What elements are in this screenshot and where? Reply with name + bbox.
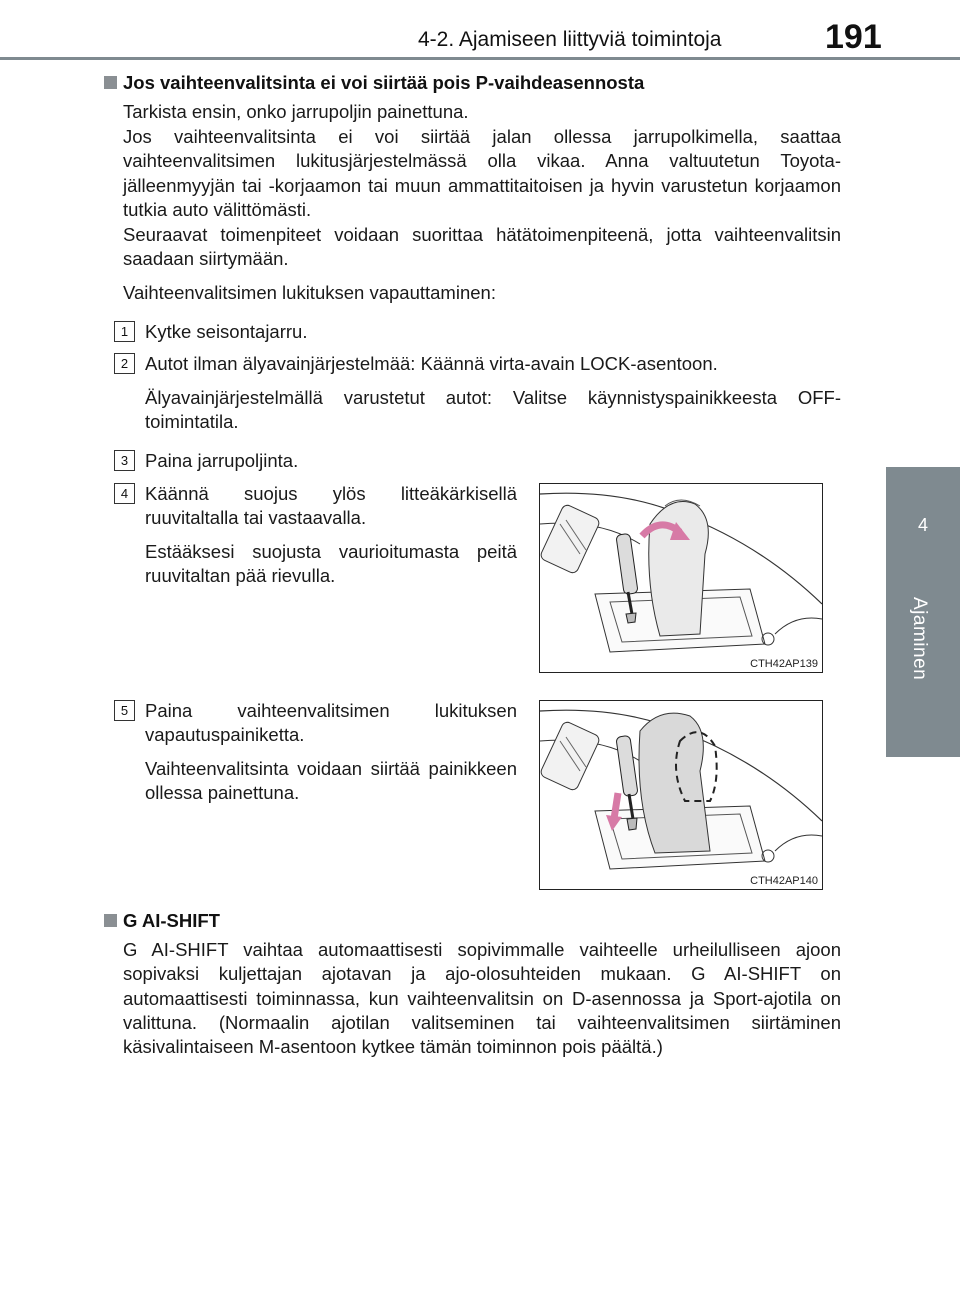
paragraph-release-intro: Vaihteenvalitsimen lukituksen vapauttaminen: (123, 282, 496, 303)
step-1-text: Kytke seisontajarru. (145, 321, 308, 342)
step-number-5: 5 (114, 700, 135, 721)
step-4-extra: Estääksesi suojusta vaurioitumasta peitä ruuvitaltan pää rievulla. (145, 541, 517, 587)
step-4-text: Käännä suojus ylös litteäkärkisellä ruuvitaltalla tai vastaavalla. (145, 483, 517, 529)
paragraph-ai-shift: G AI-SHIFT vaihtaa automaattisesti sopivimmalle vaihteelle urheilulliseen ajoon sopivaksi kuljettajan ajotavan ja ajo-olosuhteiden mukaan. G AI-SHIFT on automaattisesti toiminnassa, kun vaihteenvalitsin on D-asennossa ja Sport-ajotila on valittuna. (Normaalin ajotilan valitseminen tai vaihteenvalitsimen siirtäminen käsivalintaiseen M-asentoon kytkee tämän toiminnon pois päältä.) (123, 939, 841, 1058)
chapter-title: Ajaminen (909, 597, 930, 681)
figure-shift-cover (539, 483, 823, 673)
chapter-tab (886, 467, 960, 757)
figure-code: CTH42AP139 (750, 658, 818, 670)
section-heading: G AI-SHIFT (104, 910, 220, 932)
step-5-text: Paina vaihteenvalitsimen lukituksen vapautuspainiketta. (145, 700, 517, 746)
chapter-number: 4 (917, 515, 928, 535)
paragraph-emergency: Seuraavat toimenpiteet voidaan suorittaa hätätoimenpiteenä, jotta vaihteenvalitsin saadaan siirtymään. (123, 224, 841, 270)
release-button-illustration (540, 701, 822, 889)
step-2-extra: Älyavainjärjestelmällä varustetut autot: Valitse käynnistyspainikkeesta OFF-toimintatila. (145, 387, 841, 433)
page-header (0, 0, 960, 60)
page-number: 191 (825, 18, 882, 56)
step-number-3: 3 (114, 450, 135, 471)
figure-release-button (539, 700, 823, 890)
header-divider (0, 57, 960, 60)
step-2-text: Autot ilman älyavainjärjestelmää: Käännä virta-avain LOCK-asentoon. (145, 353, 718, 374)
square-bullet-icon (104, 76, 117, 89)
section-heading: Jos vaihteenvalitsinta ei voi siirtää pois P-vaihdeasennosta (104, 72, 644, 94)
shifter-cover-illustration (540, 484, 822, 672)
step-5-extra: Vaihteenvalitsinta voidaan siirtää painikkeen ollessa painettuna. (145, 758, 517, 804)
step-3-text: Paina jarrupoljinta. (145, 450, 299, 471)
step-number-4: 4 (114, 483, 135, 504)
paragraph-check-brake: Tarkista ensin, onko jarrupoljin painettuna. (123, 101, 469, 122)
square-bullet-icon (104, 914, 117, 927)
step-number-1: 1 (114, 321, 135, 342)
figure-code: CTH42AP140 (750, 875, 818, 887)
section-breadcrumb: 4-2. Ajamiseen liittyviä toimintoja (418, 28, 722, 51)
step-number-2: 2 (114, 353, 135, 374)
paragraph-fault-info: Jos vaihteenvalitsinta ei voi siirtää jalan ollessa jarrupolkimella, saattaa vaihteenvalitsimen lukitusjärjestelmässä olla vikaa. Anna valtuutetun Toyota-jälleenmyyjän tai -korjaamon tai muun ammattitaitoisen ja hyvin varustetun korjaamon tutkia auto välittömästi. (123, 126, 841, 220)
